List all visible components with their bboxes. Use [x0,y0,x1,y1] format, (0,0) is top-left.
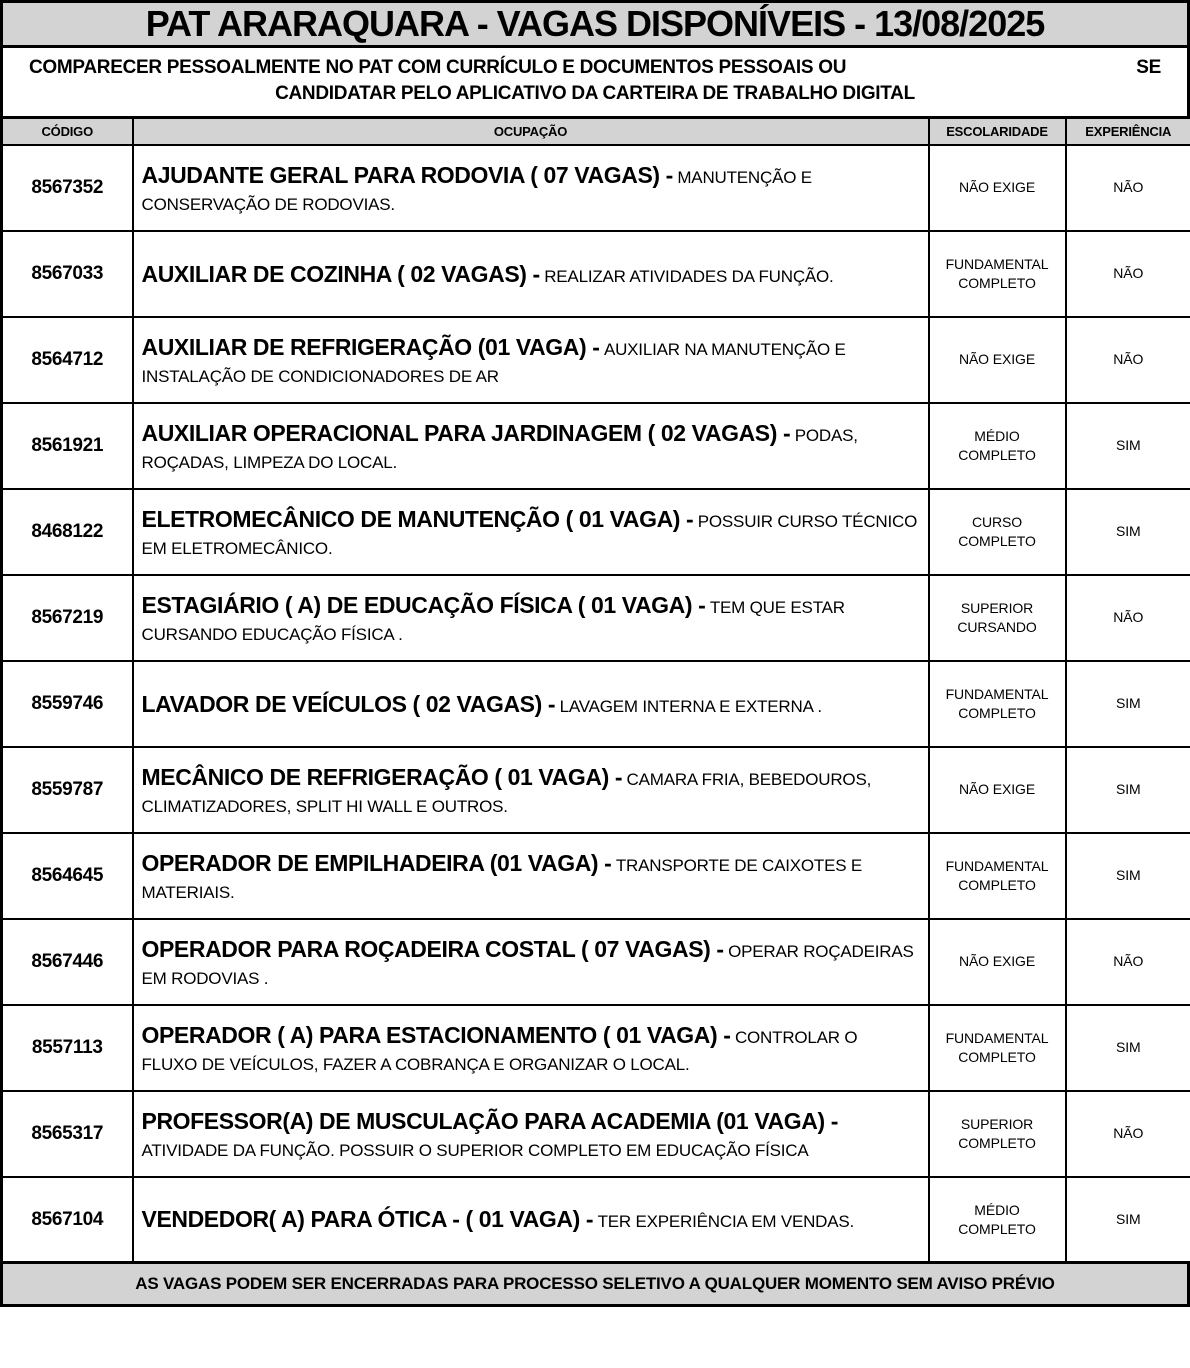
vacancy-description: POSSUIR CURSO TÉCNICO EM ELETROMECÂNICO. [141,511,918,559]
vacancy-occupation-cell [133,661,929,747]
vacancy-code: 8567219 [2,575,133,661]
vacancy-title: OPERADOR DE EMPILHADEIRA (01 VAGA) - [141,849,612,876]
vacancy-experience: NÃO [1066,575,1190,661]
vacancy-occupation-cell [133,1091,929,1177]
vacancy-experience: NÃO [1066,231,1190,317]
vacancy-occupation-cell [133,833,929,919]
vacancy-code: 8565317 [2,1091,133,1177]
vacancy-experience: SIM [1066,661,1190,747]
vacancy-row [2,661,1190,747]
vacancy-occupation-cell [133,747,929,833]
vacancy-code: 8564712 [2,317,133,403]
vacancy-experience: SIM [1066,489,1190,575]
vacancy-education: NÃO EXIGE [929,747,1066,833]
vacancy-row [2,489,1190,575]
vacancy-education: CURSO COMPLETO [929,489,1066,575]
vacancy-education: NÃO EXIGE [929,317,1066,403]
vacancy-education: NÃO EXIGE [929,145,1066,231]
vacancy-title: LAVADOR DE VEÍCULOS ( 02 VAGAS) - [141,690,556,717]
vacancy-row [2,403,1190,489]
vacancy-experience: NÃO [1066,919,1190,1005]
vacancy-row [2,145,1190,231]
vacancy-title: OPERADOR PARA ROÇADEIRA COSTAL ( 07 VAGAS) - [141,935,724,962]
vacancy-code: 8564645 [2,833,133,919]
vacancy-education: SUPERIOR COMPLETO [929,1091,1066,1177]
vacancy-occupation-cell [133,489,929,575]
vacancy-description: ATIVIDADE DA FUNÇÃO. POSSUIR O SUPERIOR COMPLETO EM EDUCAÇÃO FÍSICA [141,1141,809,1161]
vacancy-education: FUNDAMENTAL COMPLETO [929,231,1066,317]
vacancy-row [2,1005,1190,1091]
vacancy-education: FUNDAMENTAL COMPLETO [929,833,1066,919]
vacancy-education: MÉDIO COMPLETO [929,1177,1066,1263]
vacancy-row [2,1177,1190,1263]
vacancy-education: NÃO EXIGE [929,919,1066,1005]
vacancy-experience: SIM [1066,403,1190,489]
vacancy-experience: NÃO [1066,317,1190,403]
vacancy-title: OPERADOR ( A) PARA ESTACIONAMENTO ( 01 VAGA) - [141,1021,731,1048]
vacancy-title: PROFESSOR(A) DE MUSCULAÇÃO PARA ACADEMIA (01 VAGA) - [141,1107,838,1134]
col-header-codigo: CÓDIGO [2,118,133,145]
page-title: PAT ARARAQUARA - VAGAS DISPONÍVEIS - 13/08/2025 [0,0,1190,48]
vacancy-code: 8567352 [2,145,133,231]
vacancy-title: AUXILIAR DE COZINHA ( 02 VAGAS) - [141,260,540,287]
vacancy-code: 8561921 [2,403,133,489]
vacancy-education: FUNDAMENTAL COMPLETO [929,1005,1066,1091]
vacancy-title: ELETROMECÂNICO DE MANUTENÇÃO ( 01 VAGA) - [141,505,694,532]
vacancies-table [0,116,1190,1264]
col-header-escolaridade: ESCOLARIDADE [929,118,1066,145]
notice-box [0,45,1190,119]
vacancy-occupation-cell [133,231,929,317]
vacancy-code: 8567033 [2,231,133,317]
vacancy-description: TEM QUE ESTAR CURSANDO EDUCAÇÃO FÍSICA . [141,597,845,645]
vacancy-description: TER EXPERIÊNCIA EM VENDAS. [597,1212,855,1232]
notice-line1-right-text: SE [1136,57,1161,78]
vacancy-occupation-cell [133,1177,929,1263]
vacancy-occupation-cell [133,403,929,489]
notice-line-2: CANDIDATAR PELO APLICATIVO DA CARTEIRA DE TRABALHO DIGITAL [275,83,915,105]
vacancy-description: REALIZAR ATIVIDADES DA FUNÇÃO. [544,266,834,286]
vacancy-experience: NÃO [1066,145,1190,231]
vacancy-occupation-cell [133,575,929,661]
vacancy-row [2,747,1190,833]
vacancy-code: 8567104 [2,1177,133,1263]
vacancy-description: AUXILIAR NA MANUTENÇÃO E INSTALAÇÃO DE CONDICIONADORES DE AR [141,339,846,387]
vacancy-row [2,231,1190,317]
vacancy-code: 8567446 [2,919,133,1005]
vacancy-experience: SIM [1066,833,1190,919]
vacancy-education: SUPERIOR CURSANDO [929,575,1066,661]
vacancy-row [2,575,1190,661]
vacancy-education: FUNDAMENTAL COMPLETO [929,661,1066,747]
table-header-row [2,118,1190,145]
vacancy-title: AJUDANTE GERAL PARA RODOVIA ( 07 VAGAS) - [141,161,673,188]
vacancy-title: AUXILIAR DE REFRIGERAÇÃO (01 VAGA) - [141,333,600,360]
vacancy-row [2,317,1190,403]
vacancy-occupation-cell [133,1005,929,1091]
vacancy-row [2,1091,1190,1177]
vacancy-education: MÉDIO COMPLETO [929,403,1066,489]
vacancy-title: AUXILIAR OPERACIONAL PARA JARDINAGEM ( 02 VAGAS) - [141,419,791,446]
notice-line-1 [29,55,1161,81]
vacancy-description: OPERAR ROÇADEIRAS EM RODOVIAS . [141,941,914,989]
vacancy-experience: SIM [1066,1177,1190,1263]
vacancy-experience: SIM [1066,1005,1190,1091]
vacancy-description: PODAS, ROÇADAS, LIMPEZA DO LOCAL. [141,425,858,473]
vacancy-title: VENDEDOR( A) PARA ÓTICA - ( 01 VAGA) - [141,1206,594,1233]
vacancy-occupation-cell [133,919,929,1005]
vacancy-title: ESTAGIÁRIO ( A) DE EDUCAÇÃO FÍSICA ( 01 VAGA) - [141,591,706,618]
vacancy-code: 8559787 [2,747,133,833]
vacancy-description: MANUTENÇÃO E CONSERVAÇÃO DE RODOVIAS. [141,167,812,215]
vacancy-experience: SIM [1066,747,1190,833]
vacancy-title: MECÂNICO DE REFRIGERAÇÃO ( 01 VAGA) - [141,763,623,790]
vacancy-description: CONTROLAR O FLUXO DE VEÍCULOS, FAZER A COBRANÇA E ORGANIZAR O LOCAL. [141,1027,858,1075]
vacancy-code: 8559746 [2,661,133,747]
vacancy-row [2,833,1190,919]
notice-line1-text: COMPARECER PESSOALMENTE NO PAT COM CURRÍCULO E DOCUMENTOS PESSOAIS OU [29,57,847,78]
vacancy-code: 8468122 [2,489,133,575]
col-header-ocupacao: OCUPAÇÃO [133,118,929,145]
vacancy-code: 8557113 [2,1005,133,1091]
vacancies-body [2,145,1190,1263]
col-header-experiencia: EXPERIÊNCIA [1066,118,1190,145]
vacancy-description: CAMARA FRIA, BEBEDOUROS, CLIMATIZADORES, SPLIT HI WALL E OUTROS. [141,769,872,817]
vacancy-occupation-cell [133,317,929,403]
vacancy-experience: NÃO [1066,1091,1190,1177]
footer-notice: AS VAGAS PODEM SER ENCERRADAS PARA PROCESSO SELETIVO A QUALQUER MOMENTO SEM AVISO PRÉVIO [0,1261,1190,1307]
vacancy-description: TRANSPORTE DE CAIXOTES E MATERIAIS. [141,855,863,903]
vacancy-row [2,919,1190,1005]
vacancy-description: LAVAGEM INTERNA E EXTERNA . [559,696,822,716]
vacancy-occupation-cell [133,145,929,231]
